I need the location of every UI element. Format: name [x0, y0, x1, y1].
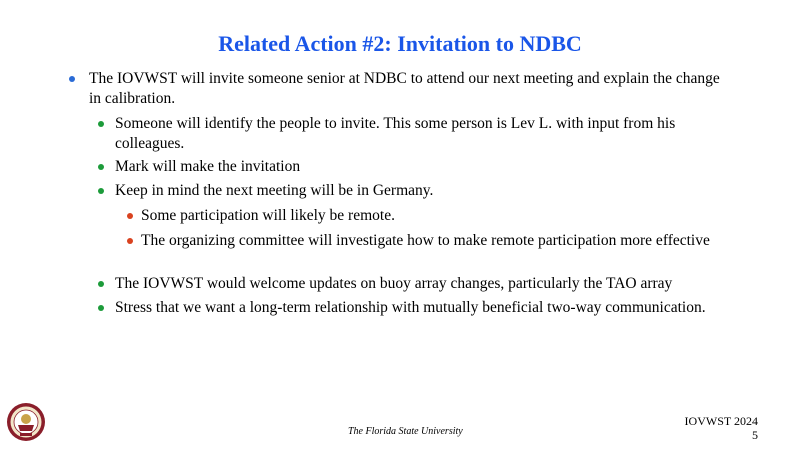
bullet-item — [115, 181, 735, 201]
slide-title: Related Action #2: Invitation to NDBC — [218, 31, 582, 56]
bullet-text: The organizing committee will investigate how to make remote participation more effective — [141, 232, 710, 249]
bullet-item — [141, 231, 731, 251]
bullet-text: Mark will make the invitation — [115, 158, 301, 175]
page-number: 5 — [752, 428, 758, 442]
bullet-item — [89, 69, 729, 109]
bullet-dot-icon — [98, 121, 104, 127]
bullet-text: Someone will identify the people to invite. This some person is Lev L. with input from his colleagues. — [115, 115, 676, 152]
bullet-text: Keep in mind the next meeting will be in Germany. — [115, 182, 434, 199]
bullet-item — [115, 274, 735, 294]
bullet-text: The IOVWST would welcome updates on buoy array changes, particularly the TAO array — [115, 275, 673, 292]
bullet-dot-icon — [127, 238, 133, 244]
bullet-item — [115, 157, 735, 177]
bullet-text: The IOVWST will invite someone senior at NDBC to attend our next meeting and explain the change in calibration. — [89, 70, 720, 107]
bullet-dot-icon — [98, 305, 104, 311]
slide-footer — [685, 414, 758, 442]
bullet-dot-icon — [98, 164, 104, 170]
bullet-dot-icon — [98, 188, 104, 194]
fsu-seal-icon — [6, 402, 46, 442]
bullet-item — [115, 114, 735, 154]
bullet-dot-icon — [98, 281, 104, 287]
bullet-item — [115, 298, 735, 318]
bullet-dot-icon — [69, 76, 75, 82]
bullet-dot-icon — [127, 213, 133, 219]
bullet-text: Stress that we want a long-term relationship with mutually beneficial two-way communication. — [115, 299, 706, 316]
bullet-text: Some participation will likely be remote. — [141, 207, 395, 224]
event-label: IOVWST 2024 — [684, 414, 758, 428]
university-name: The Florida State University — [348, 426, 463, 437]
bullet-item — [141, 206, 731, 226]
